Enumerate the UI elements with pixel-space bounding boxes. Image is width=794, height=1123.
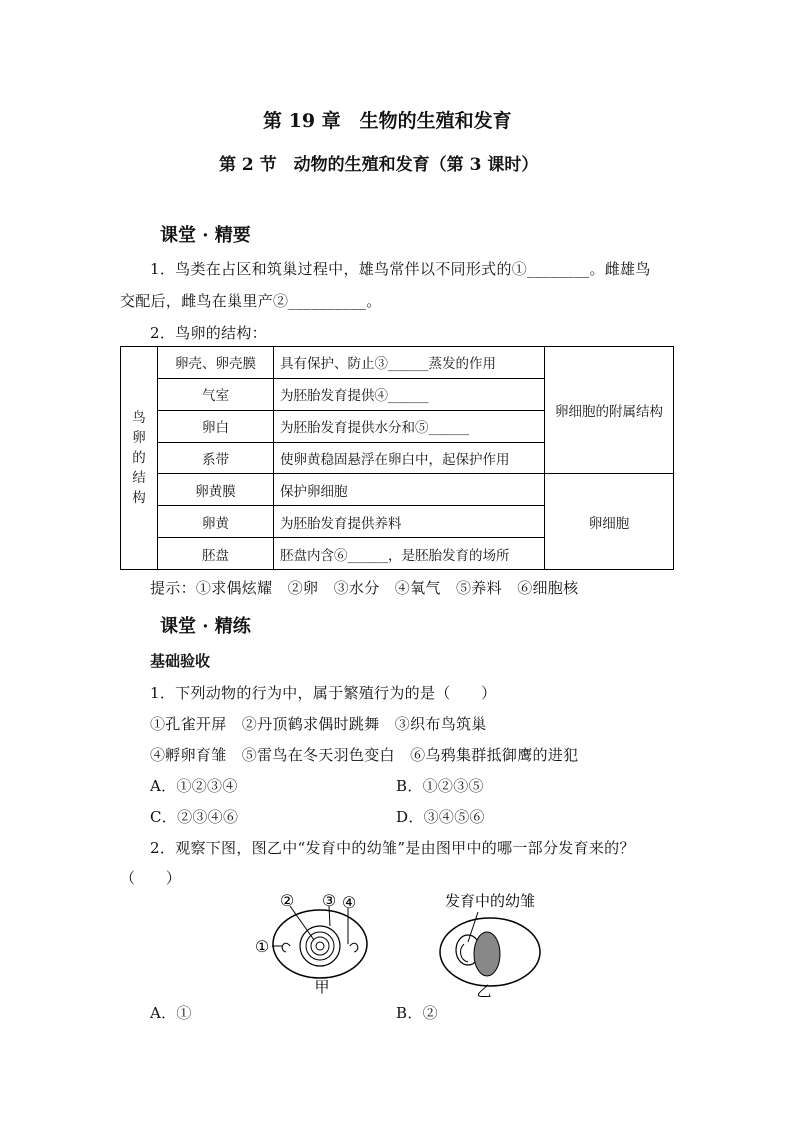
egg-diagram-b: [420, 884, 560, 1000]
table-cell-category: 卵细胞的附属结构: [545, 347, 674, 474]
chalaza-left: [282, 943, 290, 952]
ex2-stem-line2: （ ）: [120, 869, 182, 887]
figure-b-caption: 乙: [476, 982, 492, 1000]
table-cell-part: 卵黄: [158, 506, 274, 538]
ex1-option-a: A．①②③④: [150, 777, 238, 795]
table-cell-part: 胚盘: [158, 538, 274, 570]
ex2-option-b: B．②: [396, 1004, 438, 1022]
table-row: [121, 474, 674, 506]
egg-structure-table: [120, 346, 674, 570]
table-cell-function: 为胚胎发育提供水分和⑤______: [274, 410, 545, 442]
table-cell-part: 系带: [158, 442, 274, 474]
table-cell-part: 卵黄膜: [158, 474, 274, 506]
label-1: ①: [254, 937, 270, 956]
q1-line1: 1．鸟类在占区和筑巢过程中，雄鸟常伴以不同形式的①________。雌雄鸟: [150, 260, 651, 278]
hint-text: 提示：①求偶炫耀 ②卵 ③水分 ④氧气 ⑤养料 ⑥细胞核: [150, 579, 579, 597]
ex2-stem-line1: 2．观察下图，图乙中“发育中的幼雏”是由图甲中的哪一部分发育来的？: [150, 839, 635, 857]
table-row: [121, 347, 674, 379]
table-cell-category: 卵细胞: [545, 474, 674, 570]
table-cell-function: 具有保护、防止③______蒸发的作用: [274, 347, 545, 379]
egg-diagram-a: [250, 886, 380, 998]
label-4: ④: [341, 893, 357, 912]
table-side-label: 鸟 卵 的 结 构: [121, 347, 158, 570]
ex1-option-c: C．②③④⑥: [150, 808, 239, 826]
figure-a-caption: 甲: [314, 978, 330, 996]
table-cell-function: 为胚胎发育提供养料: [274, 506, 545, 538]
ex1-option-b: B．①②③⑤: [396, 777, 484, 795]
yolk-sac: [474, 932, 500, 976]
section-title: 第 2 节 动物的生殖和发育（第 3 课时）: [219, 155, 539, 175]
table-cell-part: 气室: [158, 378, 274, 410]
chalaza-right: [350, 943, 358, 952]
basic-heading: 基础验收: [150, 652, 211, 670]
table-cell-function: 胚盘内含⑥______，是胚胎发育的场所: [274, 538, 545, 570]
ex2-option-a: A．①: [150, 1004, 192, 1022]
developing-chick-label: 发育中的幼雏: [444, 892, 536, 910]
table-cell-part: 卵壳、卵壳膜: [158, 347, 274, 379]
table-cell-function: 为胚胎发育提供④______: [274, 378, 545, 410]
chapter-title: 第 19 章 生物的生殖和发育: [263, 110, 512, 132]
label-2: ②: [279, 891, 295, 910]
ex1-stem: 1．下列动物的行为中，属于繁殖行为的是（ ）: [150, 684, 497, 702]
table-cell-function: 使卵黄稳固悬浮在卵白中，起保护作用: [274, 442, 545, 474]
part2-heading: 课堂 · 精练: [160, 616, 251, 637]
label-3: ③: [321, 891, 337, 910]
part1-heading: 课堂 · 精要: [160, 225, 251, 246]
ex1-items-line2: ④孵卵育雏 ⑤雷鸟在冬天羽色变白 ⑥乌鸦集群抵御鹰的进犯: [150, 746, 579, 764]
table-cell-part: 卵白: [158, 410, 274, 442]
q2-intro: 2．鸟卵的结构：: [150, 324, 267, 342]
table-cell-function: 保护卵细胞: [274, 474, 545, 506]
q1-line2: 交配后，雌鸟在巢里产②__________。: [120, 292, 382, 310]
ex1-items-line1: ①孔雀开屏 ②丹顶鹤求偶时跳舞 ③织布鸟筑巢: [150, 715, 487, 733]
ex1-option-d: D．③④⑤⑥: [396, 808, 485, 826]
